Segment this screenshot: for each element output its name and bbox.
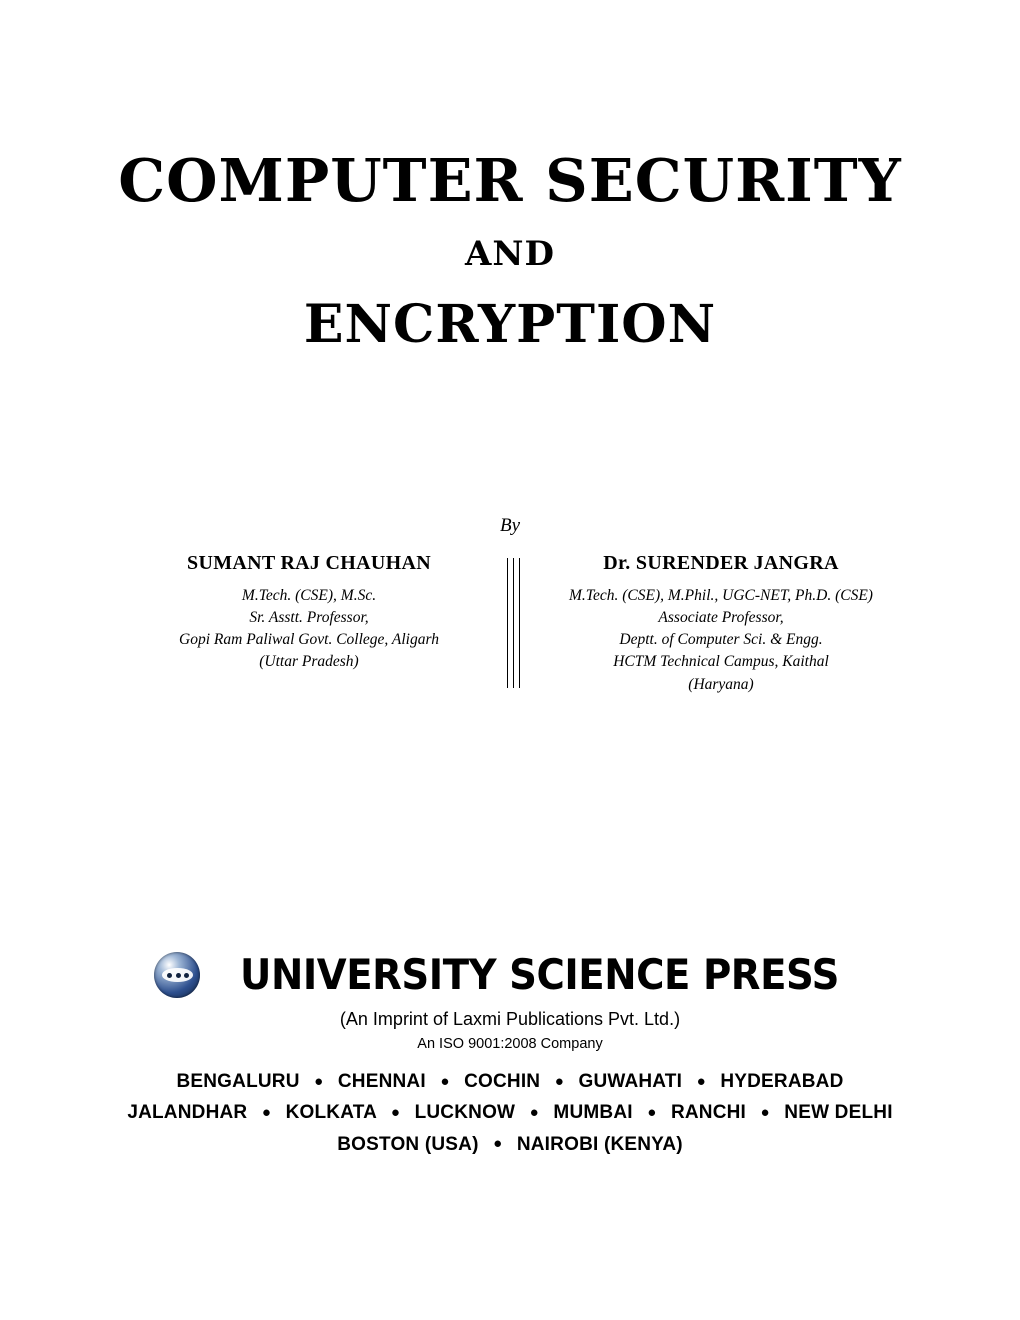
publisher-cities — [0, 1066, 1020, 1160]
globe-icon — [154, 952, 200, 998]
publisher-imprint: (An Imprint of Laxmi Publications Pvt. Ltd.) — [339, 1009, 681, 1029]
city-name: CHENNAI — [337, 1071, 426, 1092]
vertical-divider — [504, 558, 526, 698]
city-name: MUMBAI — [553, 1102, 633, 1124]
author-block-2 — [532, 552, 910, 696]
bullet-separator-icon: ● — [314, 1072, 324, 1090]
city-name: COCHIN — [464, 1071, 541, 1092]
city-row — [0, 1097, 1020, 1128]
city-name: LUCKNOW — [414, 1102, 516, 1124]
bullet-separator-icon: ● — [390, 1103, 401, 1121]
author-name: SUMANT RAJ CHAUHAN — [187, 552, 431, 574]
bullet-separator-icon: ● — [696, 1072, 706, 1090]
author-detail: Gopi Ram Paliwal Govt. College, Aligarh — [179, 631, 439, 649]
city-name: NAIROBI (KENYA) — [516, 1133, 683, 1155]
bullet-separator-icon: ● — [554, 1072, 564, 1090]
bullet-separator-icon: ● — [760, 1103, 770, 1121]
city-name: KOLKATA — [285, 1102, 377, 1124]
author-detail: Deptt. of Computer Sci. & Engg. — [619, 631, 823, 649]
bullet-separator-icon: ● — [261, 1103, 272, 1121]
city-name: JALANDHAR — [127, 1102, 248, 1124]
city-row — [0, 1066, 1020, 1097]
publisher-logo-row — [0, 950, 1020, 999]
page-title: COMPUTER SECURITY — [118, 146, 902, 215]
bullet-separator-icon: ● — [647, 1103, 657, 1121]
author-detail: (Haryana) — [688, 675, 754, 693]
city-name: HYDERABAD — [720, 1071, 844, 1092]
book-title-block — [0, 146, 1020, 355]
author-detail: Sr. Asstt. Professor, — [249, 609, 369, 627]
bullet-separator-icon: ● — [440, 1072, 450, 1090]
city-name: RANCHI — [670, 1102, 747, 1124]
publisher-block — [0, 950, 1020, 1160]
byline: By — [499, 515, 521, 536]
author-detail: (Uttar Pradesh) — [259, 653, 359, 671]
authors-section — [120, 552, 910, 698]
author-block-1 — [120, 552, 498, 674]
bullet-separator-icon: ● — [493, 1135, 503, 1153]
page-subtitle: ENCRYPTION — [303, 293, 717, 355]
city-name: GUWAHATI — [578, 1071, 683, 1092]
author-detail: HCTM Technical Campus, Kaithal — [613, 653, 829, 671]
city-name: BENGALURU — [176, 1071, 300, 1092]
author-detail: M.Tech. (CSE), M.Sc. — [241, 587, 377, 604]
author-detail: M.Tech. (CSE), M.Phil., UGC-NET, Ph.D. (CSE) — [569, 587, 873, 604]
city-name: BOSTON (USA) — [337, 1133, 479, 1155]
author-name: Dr. SURENDER JANGRA — [603, 552, 839, 574]
title-conjunction: AND — [465, 233, 555, 274]
publisher-iso: An ISO 9001:2008 Company — [417, 1036, 603, 1052]
city-name: NEW DELHI — [784, 1102, 893, 1124]
bullet-separator-icon: ● — [529, 1103, 539, 1121]
publisher-name: UNIVERSITY SCIENCE PRESS — [240, 950, 840, 999]
city-row — [0, 1129, 1020, 1160]
author-detail: Associate Professor, — [658, 609, 784, 627]
